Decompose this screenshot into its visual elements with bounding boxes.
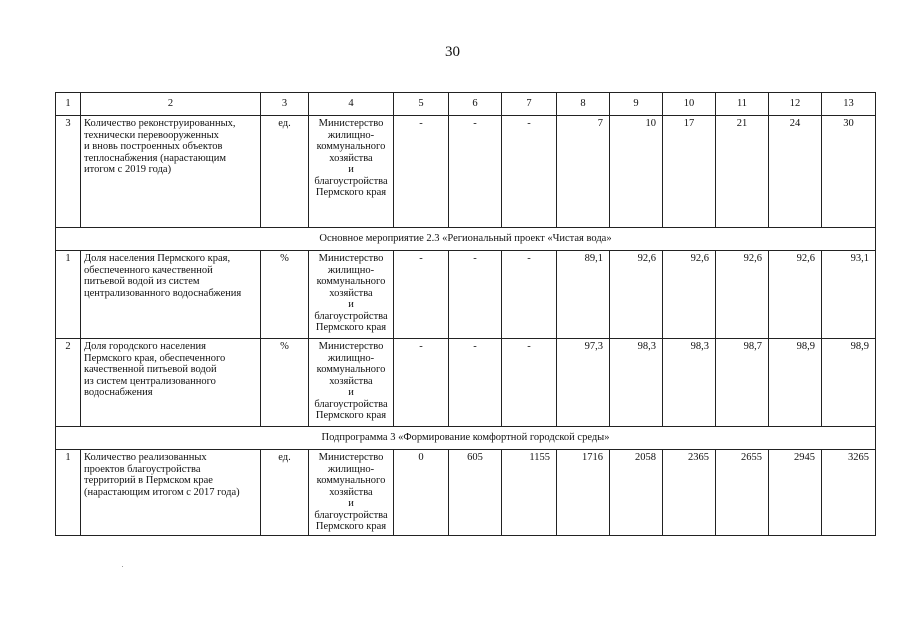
- value-cell: -: [502, 339, 557, 427]
- section-title: Подпрограмма 3 «Формирование комфортной городской среды»: [56, 427, 876, 450]
- value-cell: 97,3: [557, 339, 610, 427]
- value-cell: 24: [769, 116, 822, 228]
- value-cell: 93,1: [822, 251, 876, 339]
- row-number: 3: [56, 116, 81, 228]
- section-title: Основное мероприятие 2.3 «Региональный проект «Чистая вода»: [56, 228, 876, 251]
- responsible-cell: Министерство жилищно- коммунального хозяйства и благоустройства Пермского края: [309, 116, 394, 228]
- value-cell: 30: [822, 116, 876, 228]
- value-cell: -: [502, 116, 557, 228]
- unit-cell: ед.: [261, 116, 309, 228]
- indicator-name: Количество реконструированных, технически перевооруженных и вновь построенных объектов теплоснабжения (нарастающим итогом с 2019 года): [81, 116, 261, 228]
- scan-speck: [122, 566, 123, 567]
- table-row: [56, 339, 876, 427]
- header-cell: 6: [449, 93, 502, 116]
- row-number: 1: [56, 251, 81, 339]
- unit-cell: %: [261, 251, 309, 339]
- indicator-name: Доля городского населения Пермского края, обеспеченного качественной питьевой водой из систем централизованного водоснабжения: [81, 339, 261, 427]
- value-cell: 92,6: [716, 251, 769, 339]
- header-cell: 9: [610, 93, 663, 116]
- header-cell: 8: [557, 93, 610, 116]
- value-cell: 98,7: [716, 339, 769, 427]
- header-cell: 3: [261, 93, 309, 116]
- row-number: 1: [56, 450, 81, 536]
- value-cell: 3265: [822, 450, 876, 536]
- value-cell: -: [394, 339, 449, 427]
- table-row: [56, 116, 876, 228]
- value-cell: -: [394, 116, 449, 228]
- indicator-name: Доля населения Пермского края, обеспеченного качественной питьевой водой из систем централизованного водоснабжения: [81, 251, 261, 339]
- responsible-cell: Министерство жилищно- коммунального хозяйства и благоустройства Пермского края: [309, 339, 394, 427]
- table-row: [56, 450, 876, 536]
- value-cell: -: [502, 251, 557, 339]
- value-cell: 605: [449, 450, 502, 536]
- table-row: [56, 251, 876, 339]
- value-cell: 92,6: [769, 251, 822, 339]
- value-cell: -: [394, 251, 449, 339]
- header-cell: 13: [822, 93, 876, 116]
- section-row: [56, 427, 876, 450]
- responsible-cell: Министерство жилищно- коммунального хозяйства и благоустройства Пермского края: [309, 450, 394, 536]
- header-cell: 10: [663, 93, 716, 116]
- value-cell: 89,1: [557, 251, 610, 339]
- header-cell: 5: [394, 93, 449, 116]
- value-cell: -: [449, 339, 502, 427]
- row-number: 2: [56, 339, 81, 427]
- unit-cell: ед.: [261, 450, 309, 536]
- responsible-cell: Министерство жилищно- коммунального хозяйства и благоустройства Пермского края: [309, 251, 394, 339]
- header-cell: 12: [769, 93, 822, 116]
- value-cell: 2655: [716, 450, 769, 536]
- value-cell: 98,3: [610, 339, 663, 427]
- value-cell: 21: [716, 116, 769, 228]
- value-cell: 1155: [502, 450, 557, 536]
- value-cell: -: [449, 251, 502, 339]
- section-row: [56, 228, 876, 251]
- indicators-table: [55, 92, 876, 536]
- value-cell: 1716: [557, 450, 610, 536]
- value-cell: 0: [394, 450, 449, 536]
- value-cell: 7: [557, 116, 610, 228]
- value-cell: 17: [663, 116, 716, 228]
- value-cell: 98,9: [769, 339, 822, 427]
- value-cell: 2058: [610, 450, 663, 536]
- value-cell: 92,6: [663, 251, 716, 339]
- header-cell: 11: [716, 93, 769, 116]
- value-cell: 2365: [663, 450, 716, 536]
- header-cell: 7: [502, 93, 557, 116]
- indicator-name: Количество реализованных проектов благоустройства территорий в Пермском крае (нарастающим итогом с 2017 года): [81, 450, 261, 536]
- value-cell: 98,3: [663, 339, 716, 427]
- value-cell: 10: [610, 116, 663, 228]
- value-cell: 2945: [769, 450, 822, 536]
- header-row: [56, 93, 876, 116]
- header-cell: 2: [81, 93, 261, 116]
- page-number: 30: [445, 44, 460, 60]
- value-cell: -: [449, 116, 502, 228]
- value-cell: 92,6: [610, 251, 663, 339]
- value-cell: 98,9: [822, 339, 876, 427]
- header-cell: 1: [56, 93, 81, 116]
- unit-cell: %: [261, 339, 309, 427]
- header-cell: 4: [309, 93, 394, 116]
